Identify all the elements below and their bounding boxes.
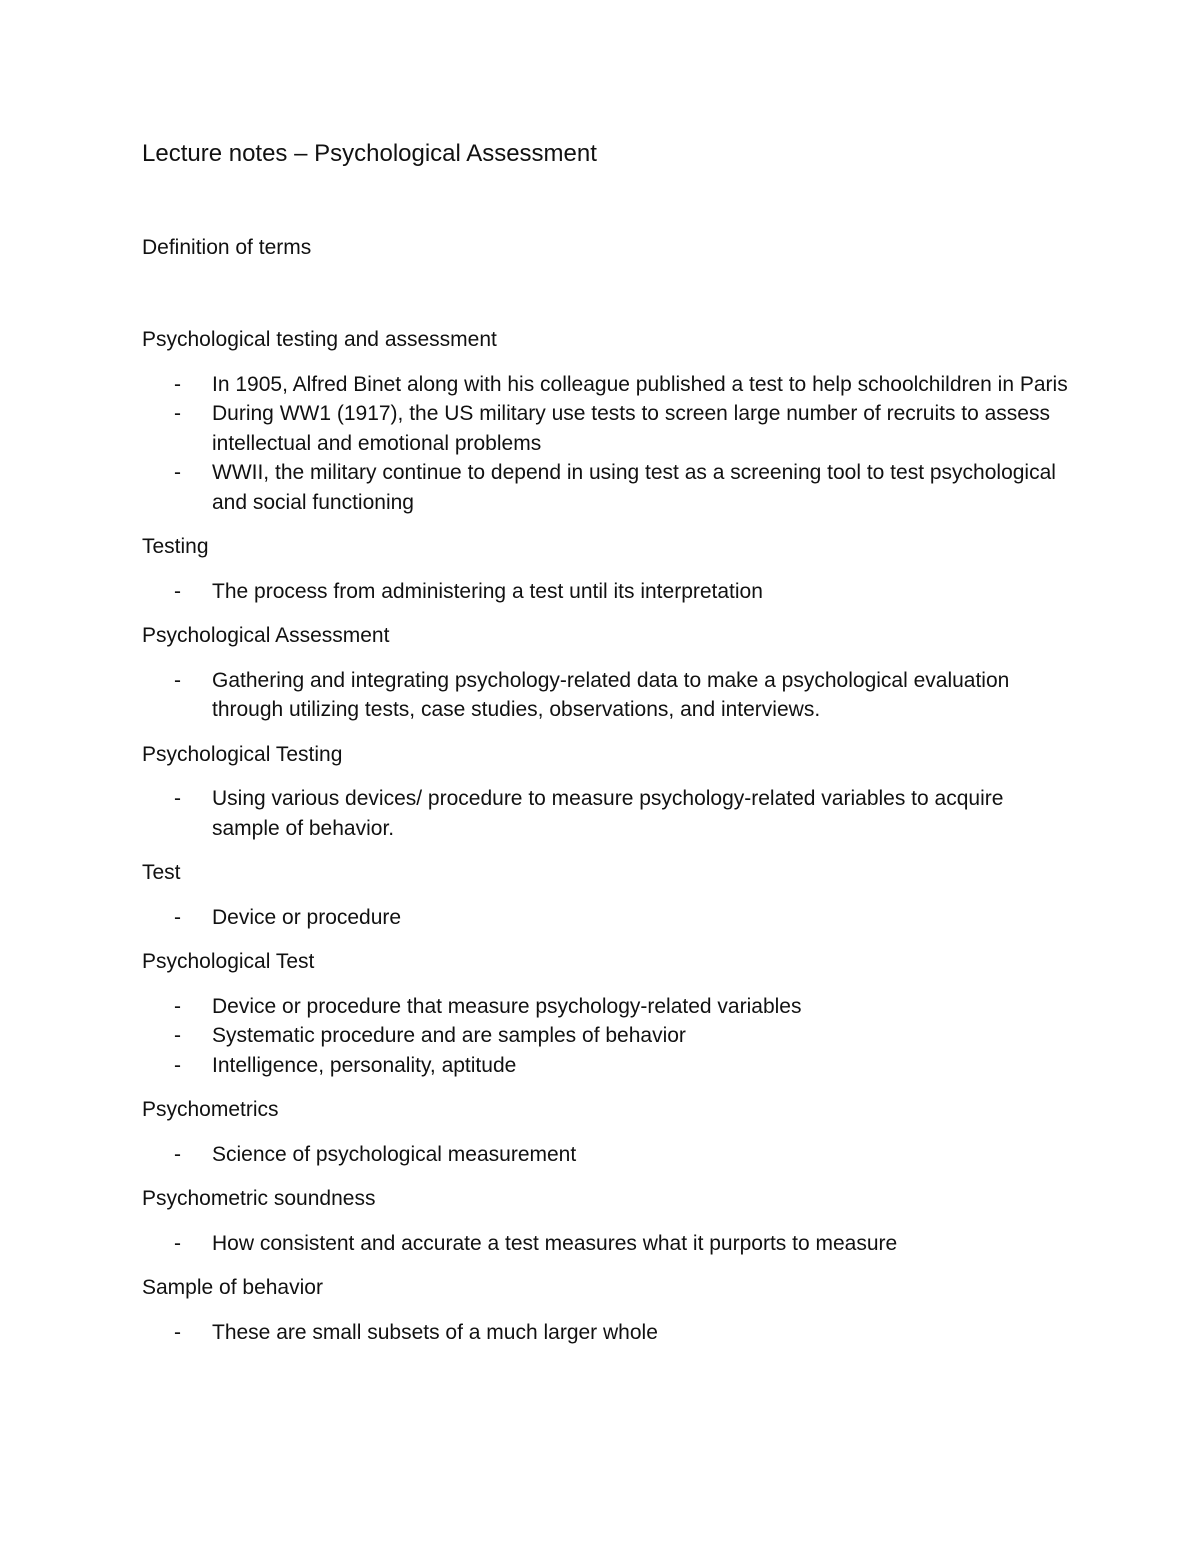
list-item — [142, 458, 1072, 517]
bullet-dash-icon: - — [174, 1053, 181, 1077]
term-heading: Sample of behavior — [142, 1276, 323, 1299]
bullet-text: During WW1 (1917), the US military use tests to screen large number of recruits to assess intellectual and emotional problems — [212, 402, 1050, 455]
bullet-dash-icon: - — [174, 1024, 181, 1047]
definition-section — [142, 740, 1072, 844]
term-heading: Psychological Test — [142, 950, 315, 973]
list-item — [142, 784, 1072, 843]
bullet-list — [142, 666, 1072, 725]
definition-section — [142, 621, 1072, 725]
bullet-text: These are small subsets of a much larger whole — [212, 1320, 658, 1344]
definition-section — [142, 1184, 1072, 1258]
list-item — [142, 1051, 1072, 1081]
definition-section — [142, 325, 1072, 517]
bullet-text: The process from administering a test until its interpretation — [212, 579, 763, 603]
bullet-text: WWII, the military continue to depend in using test as a screening tool to test psychological and social functioning — [212, 461, 1056, 514]
term-heading: Psychometric soundness — [142, 1187, 376, 1210]
bullet-text: In 1905, Alfred Binet along with his colleague published a test to help schoolchildren in Paris — [212, 372, 1068, 396]
list-item — [142, 1140, 1072, 1170]
bullet-text: How consistent and accurate a test measures what it purports to measure — [212, 1231, 898, 1255]
definition-section — [142, 947, 1072, 1080]
bullet-list — [142, 784, 1072, 843]
bullet-text: Using various devices/ procedure to measure psychology-related variables to acquire sample of behavior. — [212, 787, 1004, 840]
bullet-text: Device or procedure — [212, 905, 402, 929]
bullet-list — [142, 992, 1072, 1081]
list-item — [142, 577, 1072, 607]
page-title: Lecture notes – Psychological Assessment — [142, 140, 597, 167]
bullet-list — [142, 903, 1072, 933]
bullet-dash-icon: - — [174, 1320, 181, 1344]
bullet-dash-icon: - — [174, 994, 181, 1018]
bullet-dash-icon: - — [174, 461, 181, 484]
section-heading: Definition of terms — [142, 236, 312, 259]
bullet-list — [142, 577, 1072, 607]
bullet-dash-icon: - — [174, 905, 181, 929]
bullet-text: Intelligence, personality, aptitude — [212, 1053, 517, 1077]
bullet-list — [142, 370, 1072, 518]
list-item — [142, 370, 1072, 400]
term-heading: Psychological Testing — [142, 742, 343, 766]
list-item — [142, 992, 1072, 1022]
list-item — [142, 903, 1072, 933]
term-heading: Test — [142, 861, 181, 884]
definition-section — [142, 858, 1072, 932]
bullet-text: Device or procedure that measure psychology-related variables — [212, 994, 802, 1018]
term-heading: Psychometrics — [142, 1098, 279, 1121]
bullet-list — [142, 1140, 1072, 1170]
list-item — [142, 1021, 1072, 1051]
term-heading: Psychological Assessment — [142, 624, 390, 647]
list-item — [142, 1229, 1072, 1259]
bullet-dash-icon: - — [174, 1142, 181, 1166]
list-item — [142, 1318, 1072, 1348]
list-item — [142, 399, 1072, 458]
bullet-dash-icon: - — [174, 402, 181, 425]
definition-section — [142, 1095, 1072, 1169]
bullet-dash-icon: - — [174, 372, 181, 396]
term-heading: Psychological testing and assessment — [142, 328, 497, 351]
bullet-list — [142, 1229, 1072, 1259]
bullet-dash-icon: - — [174, 1231, 181, 1255]
bullet-text: Systematic procedure and are samples of behavior — [212, 1024, 686, 1047]
bullet-list — [142, 1318, 1072, 1348]
bullet-dash-icon: - — [174, 579, 181, 603]
bullet-text: Science of psychological measurement — [212, 1142, 577, 1166]
definitions-list — [142, 325, 1072, 1362]
definition-section — [142, 532, 1072, 606]
bullet-text: Gathering and integrating psychology-related data to make a psychological evaluation through utilizing tests, case studies, observations, and interviews. — [212, 668, 1010, 721]
list-item — [142, 666, 1072, 725]
bullet-dash-icon: - — [174, 787, 181, 810]
term-heading: Testing — [142, 535, 209, 558]
definition-section — [142, 1273, 1072, 1347]
bullet-dash-icon: - — [174, 668, 181, 692]
